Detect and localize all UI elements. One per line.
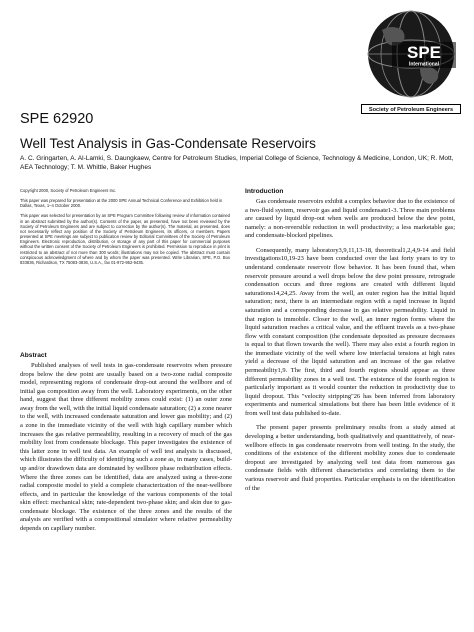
copyright-notice: This paper was selected for presentation by an SPE Program Committee following review of information contained in an abstract submitted by the author(s). Contents of the paper, as presented, have not been reviewed by the Society of Petroleum Engineers and are subject to correction by the author(s). The material, as presented, does not necessarily reflect any position of the Society of Petroleum Engineers, its officers, or members. Papers presented at SPE meetings are subject to publication review by Editorial Committees of the Society of Petroleum Engineers. Electronic reproduction, distribution, or storage of any part of this paper for commercial purposes without the written consent of the Society of Petroleum Engineers is prohibited. Permission to reproduce in print is restricted to an abstract of not more than 300 words; illustrations may not be copied. The abstract must contain conspicuous acknowledgment of where and by whom the paper was presented. Write Librarian, SPE, P.O. Box 833836, Richardson, TX 75083-3836, U.S.A., fax 01-972-952-9435. [20,213,230,265]
intro-paragraph-3: The present paper presents preliminary results from a study aimed at developing a better understanding, both qualitatively and quantitatively, of near-wellbore effects in gas condensate reservoirs from well testing. In the study, the conditions of the existence of the different mobility zones due to condensate dropout are investigated by analyzing well test data from numerous gas condensate fields with different characteristics and correlating them to the various reservoir and fluid properties. Particular emphasis is on the identification of the [245,424,455,492]
introduction-heading: Introduction [245,188,284,195]
abstract-heading: Abstract [20,352,47,359]
copyright-line: Copyright 2000, Society of Petroleum Engineers Inc. [20,188,117,193]
abstract-body [20,362,232,628]
author-list: A. C. Gringarten, A. Al-Lamki, S. Daungkaew, Centre for Petroleum Studies, Imperial College of Science, Technology & Medicine, London, UK; R. Mott, AEA Technology; T. M. Whittle, Baker Hughes [20,155,454,171]
intro-paragraph-2: Consequently, many laboratory3,9,11,13-18, theoretical1,2,4,9-14 and field investigations10,19-23 have been conducted over the last forty years to try to understand condensate reservoir flow behavior. It has been found that, when reservoir pressure around a well drops below the dew point pressure, retrograde condensation occurs and three regions are created with different liquid saturations14,24,25. Away from the well, an outer region has the initial liquid saturation; next, there is an intermediate region with a rapid increase in liquid saturation and a corresponding decrease in gas relative permeability. Liquid in that region is immobile. Closer to the well, an inner region forms where the liquid saturation reaches a critical value, and the effluent travels as a two-phase flow with constant composition (the condensate deposited as pressure decreases is equal to that flown towards the well). There may also exist a fourth region in the immediate vicinity of the well where low interfacial tensions at high rates yield a decrease of the liquid saturation and an increase of the gas relative permeability1,9. The first, third and fourth regions should appear as three different permeability zones in a well test. The existence of the fourth region is particularly important as it would counter the reduction in productivity due to liquid dropout. This "velocity stripping"26 has been inferred from laboratory experiments and numerical simulations but there has been little evidence of it from well test data published to-date. [245,246,455,417]
front-matter [20,188,230,270]
logo-caption: Society of Petroleum Engineers [361,104,461,114]
abstract-paragraph: Published analyses of well tests in gas-condensate reservoirs when pressure drops below the dew point are usually based on a two-zone radial composite model, representing regions of condensate drop-out around the wellbore and of initial gas composition away from the well. Laboratory experiments, on the other hand, suggest that three different mobility zones could exist: (1) an outer zone away from the well, with the initial liquid condensate saturation; (2) a zone nearer to the well, with increased condensate saturation and lower gas mobility; and (2) a zone in the immediate vicinity of the well with high capillary number which increases the gas relative permeability, resulting in a recovery of much of the gas mobility lost from condensate blockage. This paper investigates the existence of this latter zone in well test data. An example of well test analysis is discussed, which illustrates the difficulty of identifying such a zone as, in many cases, build-up and/or drawdown data are dominated by wellbore phase redistribution effects. Where the three zones can be identified, data are analyzed using a three-zone radial composite model to yield a complete characterization of the near-wellbore effects, and in particular the knowledge of the various components of the total skin effect: mechanical skin; rate-dependent two-phase skin; and skin due to gas-condensate blockage. The existence of the three zones and the results of the analysis are verified with a compositional simulator where relative permeability depends on capillary number. [20,362,232,532]
paper-title: Well Test Analysis in Gas-Condensate Reservoirs [20,136,316,151]
presentation-note: This paper was prepared for presentation at the 2000 SPE Annual Technical Conference and Exhibition held in Dallas, Texas, 1–4 October 2000. [20,198,223,209]
paper-number: SPE 62920 [20,111,94,127]
intro-paragraph-1: Gas condensate reservoirs exhibit a complex behavior due to the existence of a two-fluid system, reservoir gas and liquid condensate1-3. Three main problems are caused by liquid drop-out when wells are produced below the dew point, namely: a non-reversible reduction in well productivity; a less marketable gas; and condensate-blocked pipelines. [245,198,455,240]
spe-subtitle: International [408,61,440,68]
spe-logo [362,8,460,112]
spe-brand: SPE [406,43,442,62]
introduction-body [245,198,455,628]
